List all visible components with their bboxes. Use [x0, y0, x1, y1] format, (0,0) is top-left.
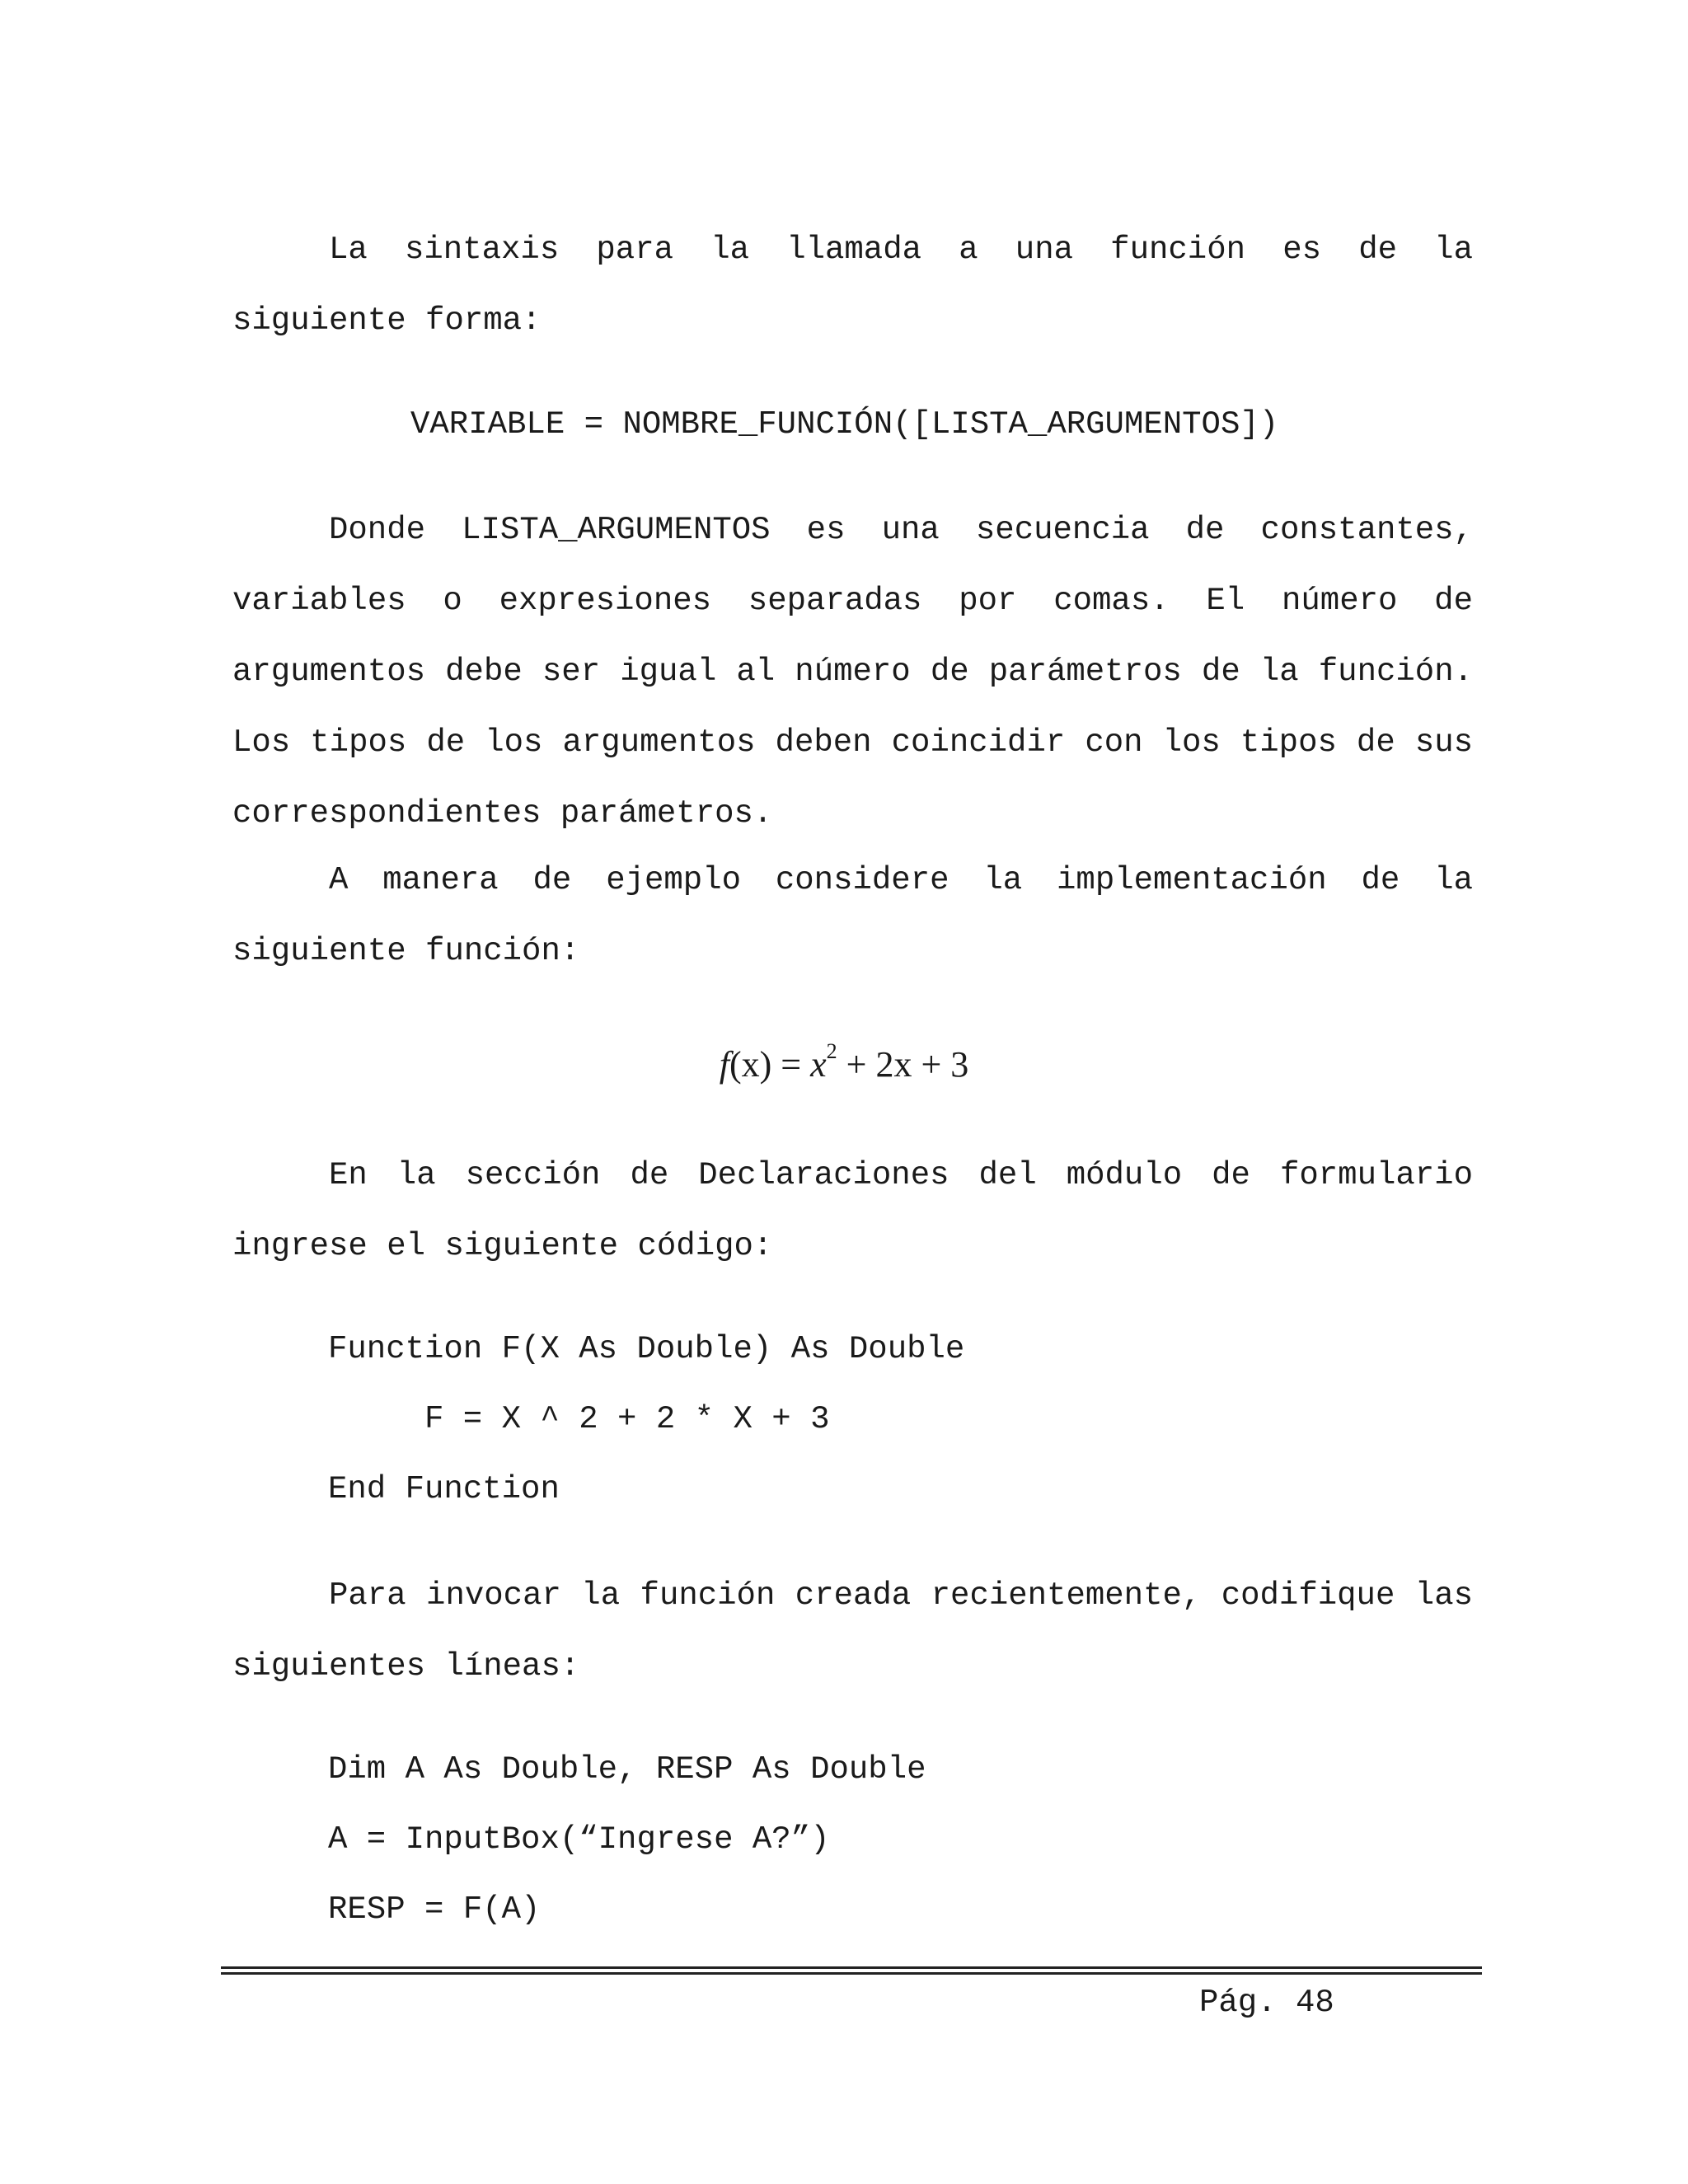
paragraph-declarations: En la sección de Declaraciones del módulo de formulario ingrese el siguiente código:: [232, 1157, 1473, 1264]
code-line-inputbox: A = InputBox(“Ingrese A?”): [328, 1821, 830, 1858]
paragraph-call-syntax-intro: La sintaxis para la llamada a una función es de la siguiente forma:: [232, 232, 1473, 339]
code-line-function-body: F = X ^ 2 + 2 * X + 3: [424, 1401, 830, 1437]
formula-argument: (x): [729, 1044, 772, 1085]
code-line-function-header: Function F(X As Double) As Double: [328, 1331, 965, 1367]
paragraph-argument-list: Donde LISTA_ARGUMENTOS es una secuencia de constantes, variables o expresiones separadas por comas. El número de argumentos debe ser igual al número de parámetros de la función. Los tipos de los argumentos deben coincidir con los tipos de sus correspondientes parámetros.: [232, 512, 1473, 832]
formula-base: x: [810, 1044, 827, 1085]
page-number: Pág. 48: [1199, 1985, 1334, 2021]
footer-rule-top: [221, 1966, 1482, 1969]
code-line-end-function: End Function: [328, 1471, 560, 1507]
formula-function-name: f: [719, 1044, 729, 1085]
paragraph-example-intro: A manera de ejemplo considere la implementación de la siguiente función:: [232, 862, 1473, 969]
code-line-resp: RESP = F(A): [328, 1891, 541, 1928]
paragraph-invoke: Para invocar la función creada recientemente, codifique las siguientes líneas:: [232, 1577, 1473, 1685]
syntax-line: VARIABLE = NOMBRE_FUNCIÓN([LISTA_ARGUMENTOS]): [410, 406, 1279, 443]
function-formula: [0, 1040, 1688, 1090]
formula-exponent: 2: [826, 1039, 837, 1063]
footer-rule-bottom: [221, 1972, 1482, 1975]
formula-rest: + 2x + 3: [837, 1044, 969, 1085]
code-line-dim: Dim A As Double, RESP As Double: [328, 1751, 926, 1788]
formula-equals: =: [771, 1044, 811, 1085]
